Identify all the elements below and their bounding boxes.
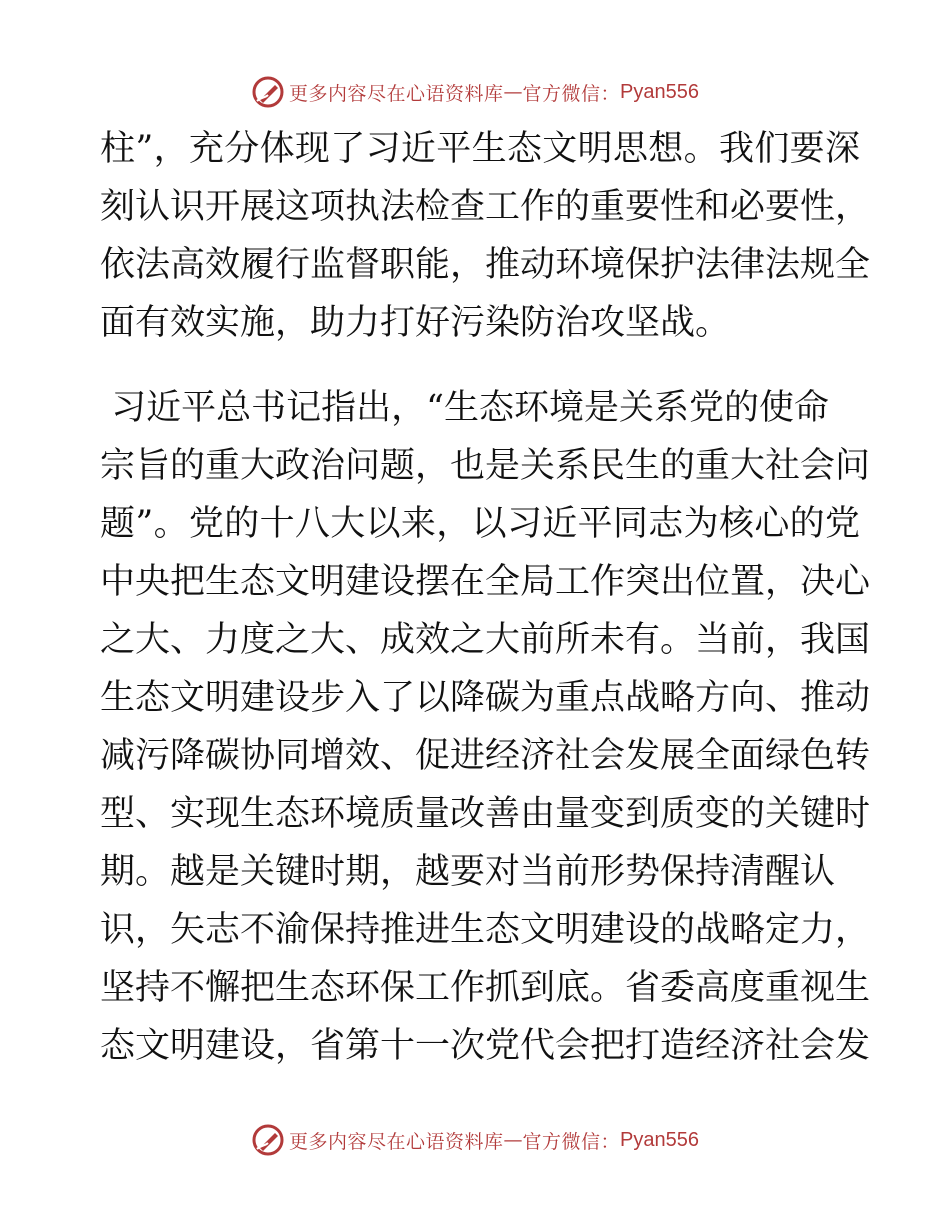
paragraph-gap: [100, 352, 860, 379]
watermark-wechat-label: 官方微信：: [522, 82, 621, 105]
text-line: 依法高效履行监督职能，推动环境保护法律法规全: [100, 245, 871, 285]
watermark-separator: —: [503, 1129, 523, 1151]
text-line: 识，矢志不渝保持推进生态文明建设的战略定力，: [100, 910, 871, 950]
paragraph-2: [100, 379, 871, 1075]
text-line: 刻认识开展这项执法检查工作的重要性和必要性，: [100, 187, 871, 227]
text-line: 坚持不懈把生态环保工作抓到底。省委高度重视生: [100, 968, 871, 1008]
text-line: 期。越是关键时期，越要对当前形势保持清醒认: [100, 852, 836, 892]
text-line: 柱”，充分体现了习近平生态文明思想。我们要深: [100, 129, 860, 169]
text-line: 型、实现生态环境质量改善由量变到质变的关键时: [100, 794, 871, 834]
watermark-account: Pyan556: [620, 1128, 699, 1151]
text-line: 减污降碳协同增效、促进经济社会发展全面绿色转: [100, 736, 871, 776]
text-line: 中央把生态文明建设摆在全局工作突出位置，决心: [100, 562, 871, 602]
watermark-header: [0, 72, 950, 112]
text-line: 面有效实施，助力打好污染防治攻坚战。: [100, 303, 731, 343]
watermark-separator: —: [503, 81, 523, 103]
document-body: [100, 120, 871, 1075]
watermark-text: 更多内容尽在心语资料库: [289, 82, 504, 105]
text-line: 习近平总书记指出，“生态环境是关系党的使命: [100, 388, 830, 428]
watermark-footer: [0, 1120, 950, 1160]
text-line: 态文明建设，省第十一次党代会把打造经济社会发: [100, 1026, 871, 1066]
text-line: 宗旨的重大政治问题，也是关系民生的重大社会问: [100, 446, 871, 486]
text-line: 生态文明建设步入了以降碳为重点战略方向、推动: [100, 678, 871, 718]
watermark-account: Pyan556: [620, 80, 699, 103]
pen-logo-icon: [251, 1123, 285, 1157]
pen-logo-icon: [251, 75, 285, 109]
text-line: 题”。党的十八大以来，以习近平同志为核心的党: [100, 504, 860, 544]
watermark-text: 更多内容尽在心语资料库: [289, 1130, 504, 1153]
text-line: 之大、力度之大、成效之大前所未有。当前，我国: [100, 620, 871, 660]
paragraph-1: [100, 120, 871, 352]
watermark-wechat-label: 官方微信：: [522, 1130, 621, 1153]
